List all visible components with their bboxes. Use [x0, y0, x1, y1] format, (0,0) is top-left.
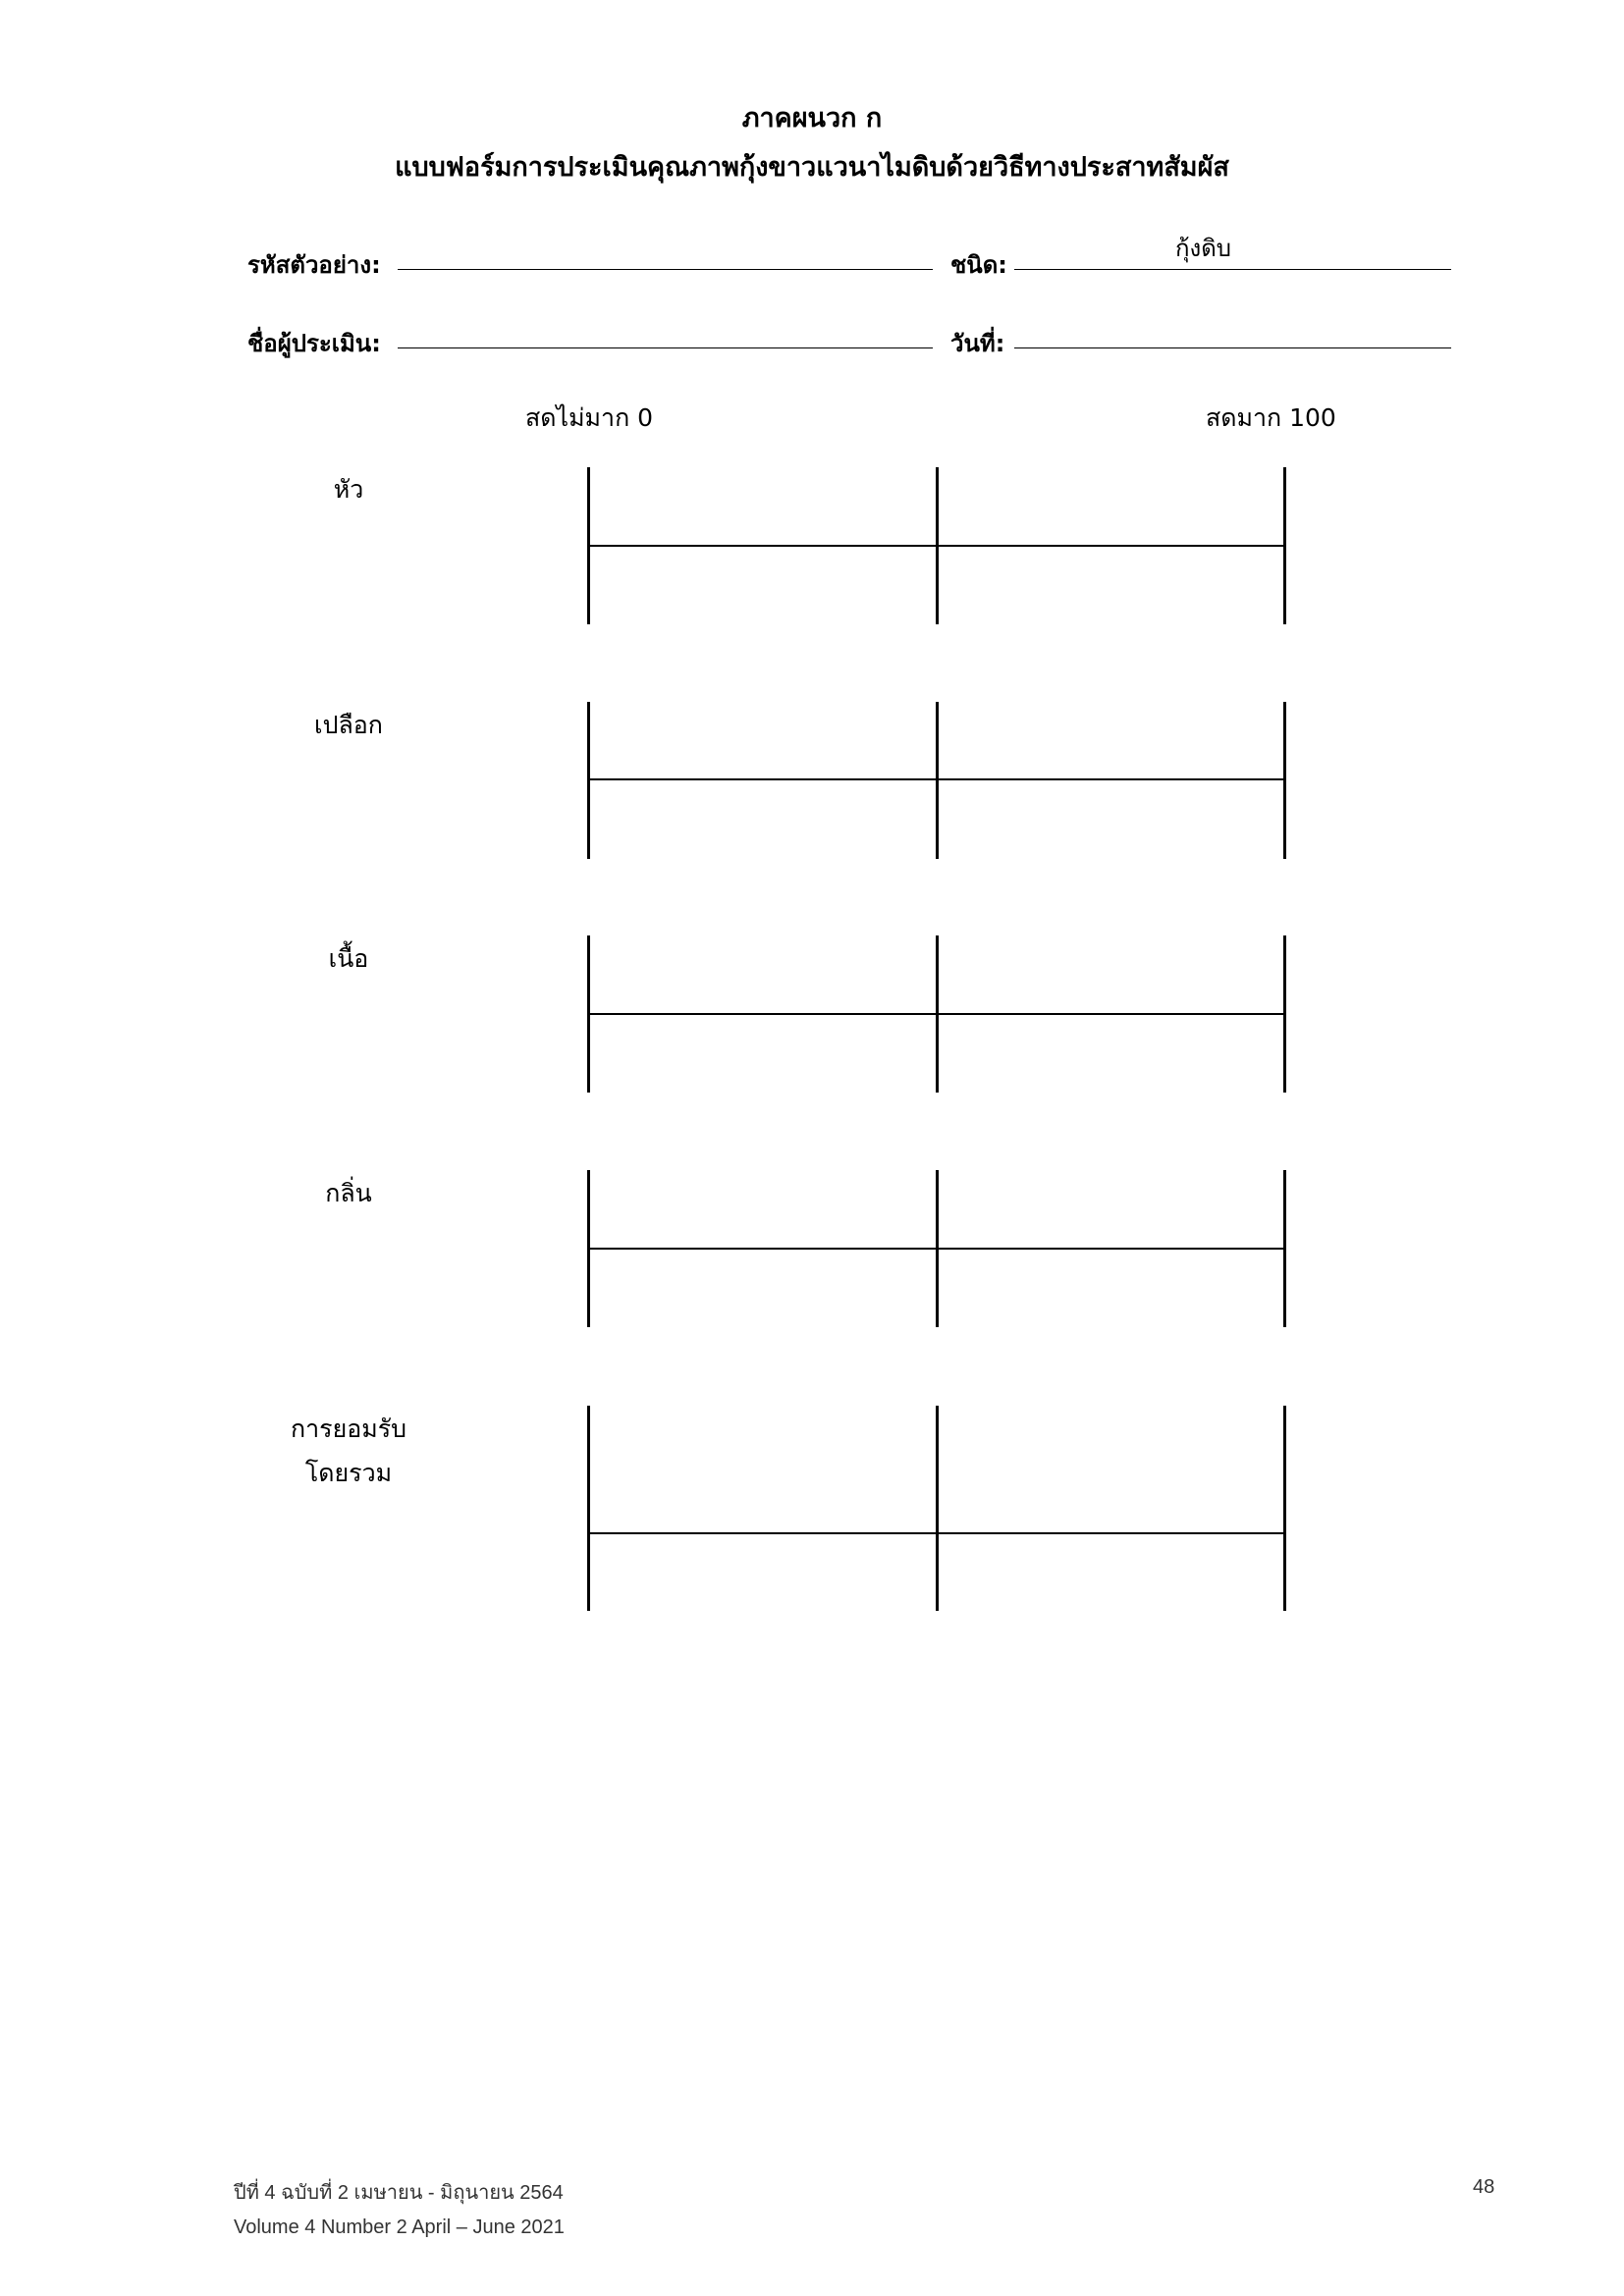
footer-issue-english: Volume 4 Number 2 April – June 2021 — [234, 2216, 565, 2238]
scale-right-tick — [1283, 1406, 1286, 1611]
scale-line — [587, 778, 1286, 780]
type-label: ชนิด: — [950, 251, 1007, 279]
evaluator-label: ชื่อผู้ประเมิน: — [247, 330, 381, 357]
attribute-label-odor — [250, 1171, 447, 1215]
scale-line — [587, 1248, 1286, 1250]
date-label: วันที่: — [950, 330, 1005, 357]
scale-left-tick — [587, 702, 590, 859]
type-field[interactable] — [1014, 235, 1451, 270]
scale-min-label: สดไม่มาก 0 — [525, 403, 654, 432]
attribute-label-line1: การยอมรับ — [290, 1415, 407, 1443]
attribute-label-line1: กลิ่น — [325, 1179, 372, 1207]
rating-scale-head[interactable] — [587, 467, 1286, 624]
attribute-label-line1: เนื้อ — [328, 944, 369, 973]
scale-mid-tick — [936, 702, 939, 859]
sample-code-field[interactable] — [398, 269, 933, 270]
attribute-label-shell — [250, 703, 447, 747]
attribute-label-overall-acceptance — [250, 1407, 447, 1495]
sample-code-label: รหัสตัวอย่าง: — [247, 251, 381, 279]
type-value: กุ้งดิบ — [1174, 235, 1232, 262]
rating-scale-overall-acceptance[interactable] — [587, 1406, 1286, 1611]
scale-max-label: สดมาก 100 — [1206, 403, 1336, 432]
appendix-title: ภาคผนวก ก — [741, 103, 883, 133]
scale-right-tick — [1283, 702, 1286, 859]
attribute-label-line1: หัว — [333, 475, 364, 504]
attribute-label-head — [250, 467, 447, 511]
scale-line — [587, 1013, 1286, 1015]
date-field[interactable] — [1014, 347, 1451, 348]
scale-mid-tick — [936, 1406, 939, 1611]
scale-left-tick — [587, 1406, 590, 1611]
evaluator-field[interactable] — [398, 347, 933, 348]
rating-scale-meat[interactable] — [587, 935, 1286, 1093]
attribute-label-meat — [250, 936, 447, 981]
attribute-label-line2: โดยรวม — [304, 1459, 393, 1487]
footer-issue-thai: ปีที่ 4 ฉบับที่ 2 เมษายน - มิถุนายน 2564 — [234, 2182, 564, 2204]
scale-line — [587, 1532, 1286, 1534]
form-title: แบบฟอร์มการประเมินคุณภาพกุ้งขาวแวนาไมดิบด้วยวิธีทางประสาทสัมผัส — [395, 152, 1229, 183]
attribute-label-line1: เปลือก — [314, 711, 383, 739]
page-number: 48 — [1473, 2176, 1495, 2198]
rating-scale-shell[interactable] — [587, 702, 1286, 859]
scale-line — [587, 545, 1286, 547]
rating-scale-odor[interactable] — [587, 1170, 1286, 1327]
